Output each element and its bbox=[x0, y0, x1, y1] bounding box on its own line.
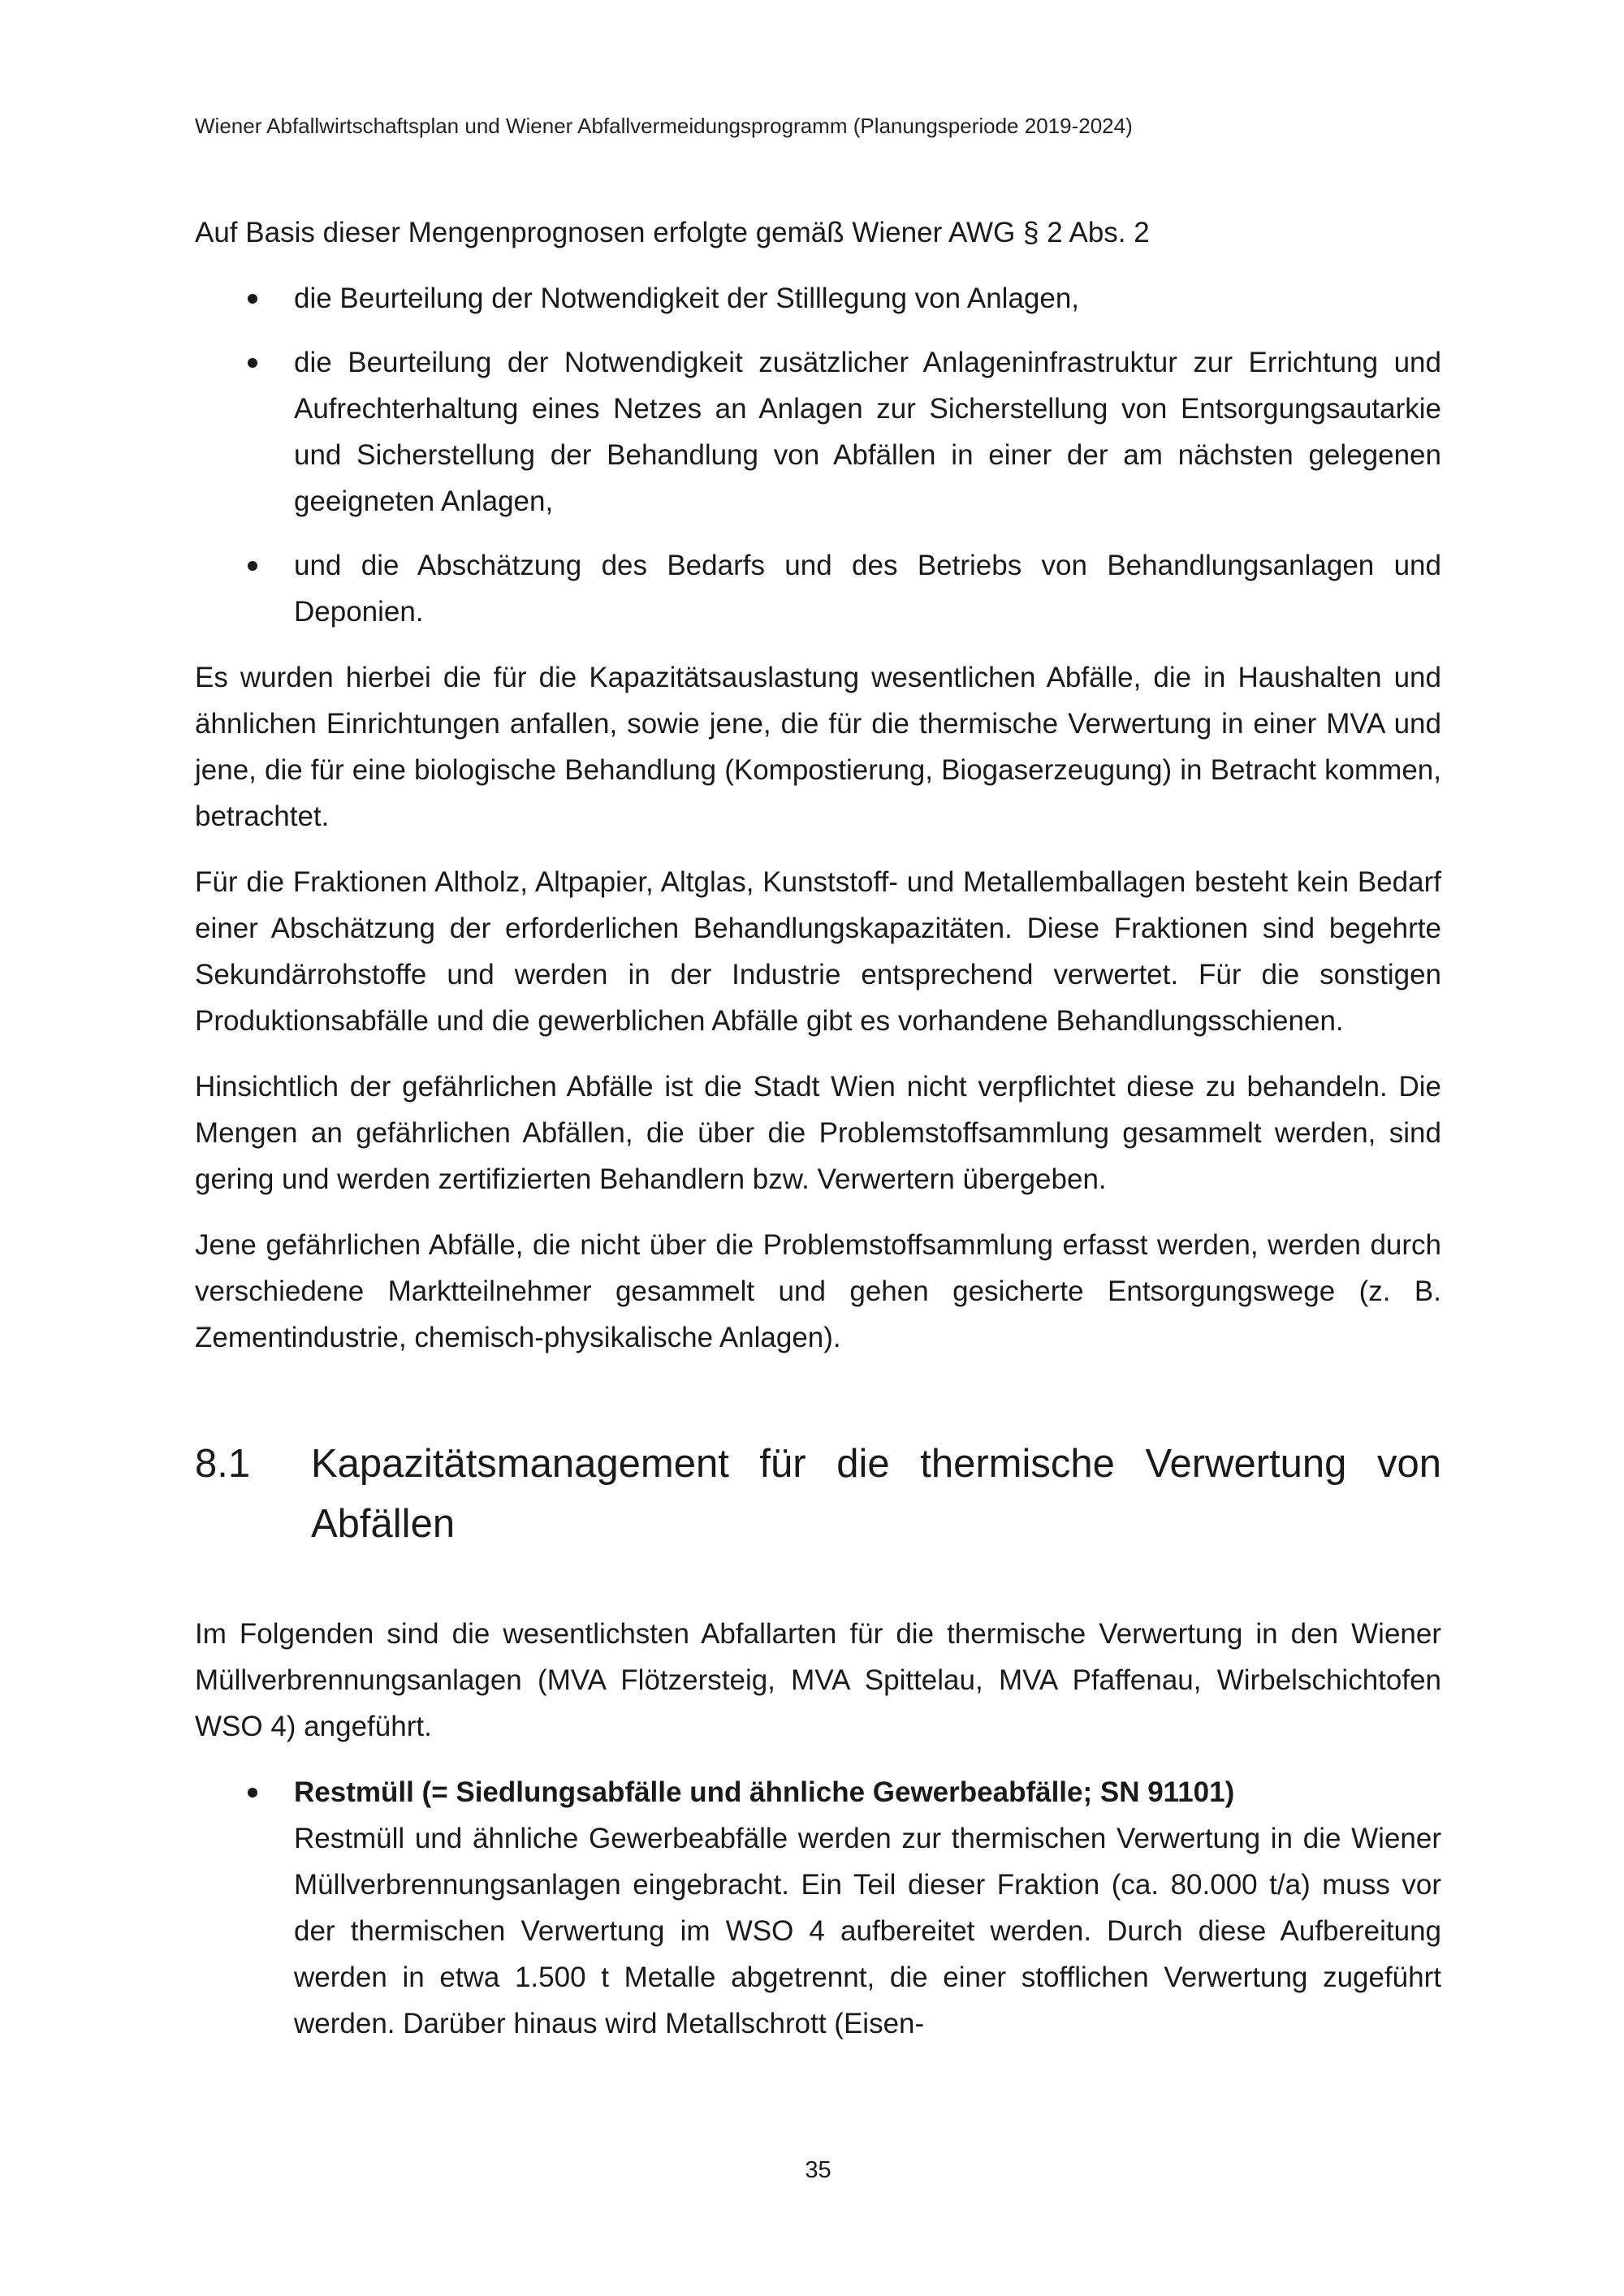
bullet-icon bbox=[248, 294, 257, 304]
section-title: Kapazitätsmanagement für die thermische Verwertung von Abfällen bbox=[311, 1442, 1441, 1546]
paragraph-hazardous-waste: Hinsichtlich der gefährlichen Abfälle ist die Stadt Wien nicht verpflichtet diese zu behandeln. Die Mengen an gefährlichen Abfällen, die über die Problemstoffsammlung gesammelt werden, sind gering und werden zertifizierten Behandlern bzw. Verwertern übergeben. bbox=[195, 1071, 1441, 1195]
section-item-list bbox=[195, 1769, 1441, 2047]
body-text bbox=[195, 209, 1441, 2066]
bullet-icon bbox=[248, 1788, 257, 1798]
intro-bullet-item bbox=[195, 275, 1441, 322]
intro-bullet-text: die Beurteilung der Notwendigkeit der Stilllegung von Anlagen, bbox=[294, 283, 1080, 314]
section-number: 8.1 bbox=[195, 1442, 251, 1486]
paragraph-hazardous-disposal: Jene gefährlichen Abfälle, die nicht über die Problemstoffsammlung erfasst werden, werden durch verschiedene Marktteilnehmer gesammelt und gehen gesicherte Entsorgungswege (z. B. Zementindustrie, chemisch-physikalische Anlagen). bbox=[195, 1229, 1441, 1353]
intro-bullet-item bbox=[195, 542, 1441, 635]
intro-lead: Auf Basis dieser Mengenprognosen erfolgte gemäß Wiener AWG § 2 Abs. 2 bbox=[195, 217, 1150, 248]
page-number: 35 bbox=[805, 2157, 831, 2183]
document-page bbox=[195, 0, 1441, 2296]
running-header: Wiener Abfallwirtschaftsplan und Wiener Abfallvermeidungsprogramm (Planungsperiode 2019-2024) bbox=[195, 114, 1133, 138]
bullet-icon bbox=[248, 561, 257, 571]
section-item-text: Restmüll und ähnliche Gewerbeabfälle werden zur thermischen Verwertung in die Wiener Müllverbrennungsanlagen eingebracht. Ein Teil dieser Fraktion (ca. 80.000 t/a) muss vor der thermischen Verwertung im WSO 4 aufbereitet werden. Durch diese Aufbereitung werden in etwa 1.500 t Metalle abgetrennt, die einer stofflichen Verwertung zugeführt werden. Darüber hinaus wird Metallschrott (Eisen- bbox=[294, 1823, 1441, 2039]
paragraph-secondary-raw-materials: Für die Fraktionen Altholz, Altpapier, Altglas, Kunststoff- und Metallemballagen besteht kein Bedarf einer Abschätzung der erforderlichen Behandlungskapazitäten. Diese Fraktionen sind begehrte Sekundärrohstoffe und werden in der Industrie entsprechend verwertet. Für die sonstigen Produktionsabfälle und die gewerblichen Abfälle gibt es vorhandene Behandlungsschienen. bbox=[195, 866, 1441, 1037]
section-heading bbox=[195, 1434, 1441, 1554]
section-intro: Im Folgenden sind die wesentlichsten Abfallarten für die thermische Verwertung in den Wiener Müllverbrennungsanlagen (MVA Flötzersteig, MVA Spittelau, MVA Pfaffenau, Wirbelschichtofen WSO 4) angeführt. bbox=[195, 1618, 1441, 1742]
paragraph-considered-waste: Es wurden hierbei die für die Kapazitätsauslastung wesentlichen Abfälle, die in Haushalten und ähnlichen Einrichtungen anfallen, sowie jene, die für die thermische Verwertung in einer MVA und jene, die für eine biologische Behandlung (Kompostierung, Biogaserzeugung) in Betracht kommen, betrachtet. bbox=[195, 662, 1441, 832]
intro-bullet-text: und die Abschätzung des Bedarfs und des Betriebs von Behandlungsanlagen und Deponien. bbox=[294, 550, 1441, 628]
intro-bullet-item bbox=[195, 339, 1441, 524]
section-item-title: Restmüll (= Siedlungsabfälle und ähnliche Gewerbeabfälle; SN 91101) bbox=[294, 1776, 1235, 1808]
section-item bbox=[195, 1769, 1441, 2047]
intro-bullet-text: die Beurteilung der Notwendigkeit zusätzlicher Anlageninfrastruktur zur Errichtung und Aufrechterhaltung eines Netzes an Anlagen zur Sicherstellung von Entsorgungsautarkie und Sicherstellung der Behandlung von Abfällen in einer der am nächsten gelegenen geeigneten Anlagen, bbox=[294, 347, 1441, 517]
intro-bullet-list bbox=[195, 275, 1441, 635]
bullet-icon bbox=[248, 358, 257, 368]
